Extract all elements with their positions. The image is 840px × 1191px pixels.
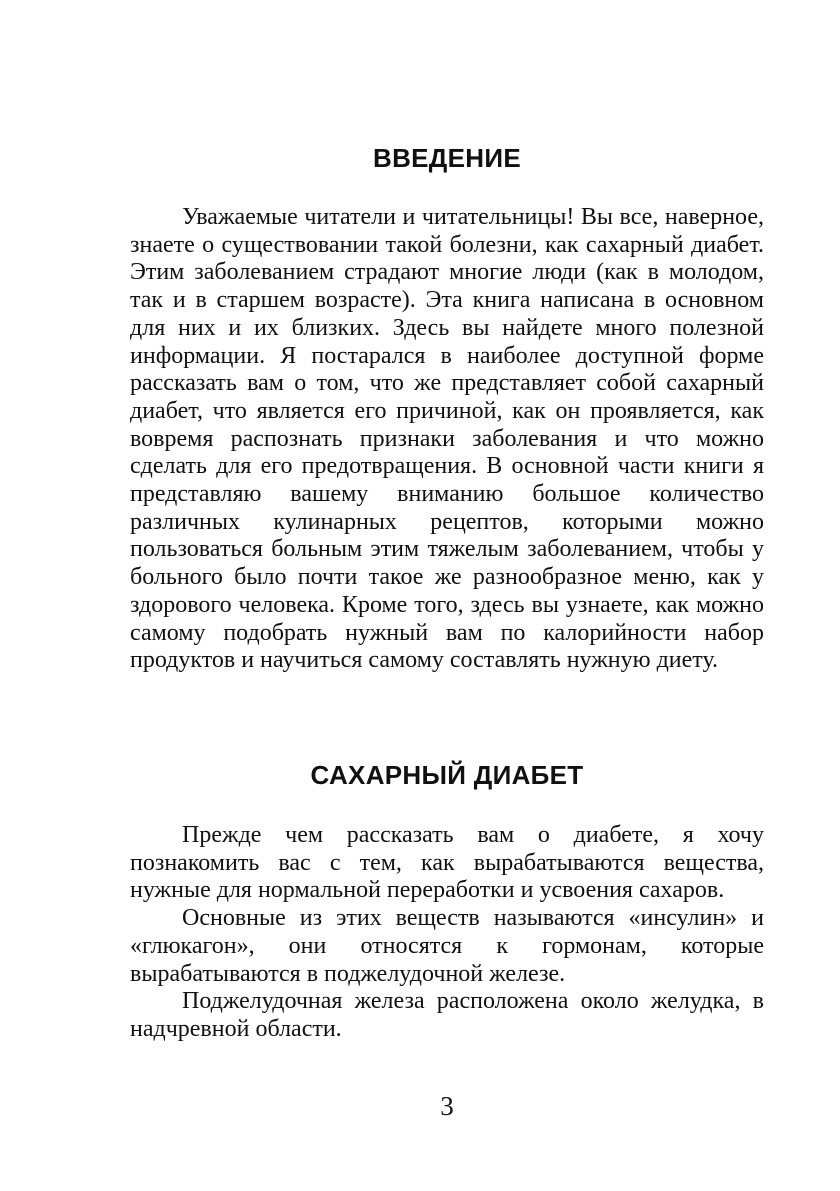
paragraph: Уважаемые читатели и читательницы! Вы все, наверное, знаете о существовании такой болезни, как сахарный диабет. Этим заболеванием страдают многие люди (как в молодом, так и в старшем возрасте). Эта книга написана в основном для них и их близких. Здесь вы найдете много полезной информации. Я постарался в наиболее доступной форме рассказать вам о том, что же представляет собой сахарный диабет, что является его причиной, как он проявляется, как вовремя распознать признаки заболевания и что можно сделать для его предотвращения. В основной части книги я представляю вашему вниманию большое количество различных кулинарных рецептов, которыми можно пользоваться больным этим тяжелым заболеванием, чтобы у больного было почти такое же разнообразное меню, как у здорового человека. Кроме того, здесь вы узнаете, как можно самому подобрать нужный вам по калорийности набор продуктов и научиться самому составлять нужную диету. <box>130 204 764 674</box>
page-number: 3 <box>440 1091 454 1121</box>
diabetes-text-block <box>130 822 764 1044</box>
paragraph: Прежде чем рассказать вам о диабете, я хочу познакомить вас с тем, как вырабатываются вещества, нужные для нормальной переработки и усвоения сахаров. <box>130 822 764 904</box>
section-title-diabetes: САХАРНЫЙ ДИАБЕТ <box>310 760 584 790</box>
paragraph: Поджелудочная железа расположена около желудка, в надчревной области. <box>130 988 764 1042</box>
section-title-intro: ВВЕДЕНИЕ <box>373 143 521 173</box>
paragraph: Основные из этих веществ называются «инсулин» и «глюкагон», они относятся к гормонам, которые вырабатываются в поджелудочной железе. <box>130 905 764 987</box>
intro-text-block <box>130 204 764 675</box>
